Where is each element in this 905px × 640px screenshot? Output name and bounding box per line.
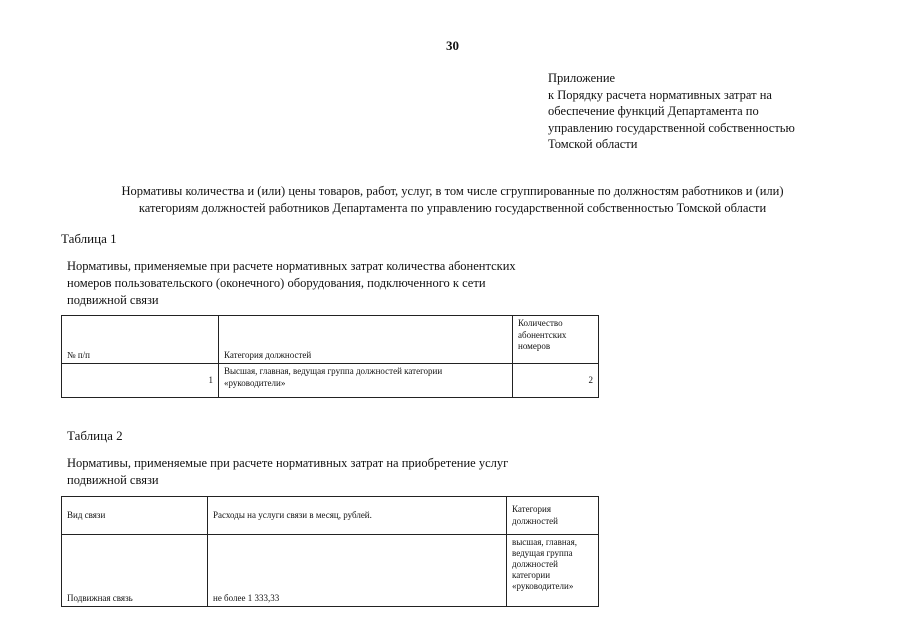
cell-num: 1 <box>62 364 219 398</box>
table1-caption <box>67 258 516 309</box>
document-title-line: категориям должностей работников Департамента по управлению государственной собственностью Томской области <box>138 201 767 215</box>
caption-line: подвижной связи <box>67 293 159 307</box>
table2 <box>61 496 599 607</box>
table-header-row <box>62 497 599 535</box>
caption-line: номеров пользовательского (оконечного) оборудования, подключенного к сети <box>67 276 486 290</box>
appendix-line: Томской области <box>548 137 638 151</box>
appendix-line: обеспечение функций Департамента по <box>548 104 759 118</box>
cell-category <box>219 364 513 398</box>
table-header-row <box>62 316 599 364</box>
header-cell-type: Вид связи <box>62 497 208 535</box>
header-cell-num: № п/п <box>62 316 219 364</box>
cell-type: Подвижная связь <box>62 535 208 607</box>
header-cell-count <box>513 316 599 364</box>
header-line: должностей <box>512 515 558 526</box>
appendix-line: Приложение <box>548 71 616 85</box>
cell-line: Высшая, главная, ведущая группа должностей категории <box>224 366 443 376</box>
cell-line: «руководители» <box>224 377 286 388</box>
table1 <box>61 315 599 398</box>
caption-line: Нормативы, применяемые при расчете нормативных затрат количества абонентских <box>67 259 516 273</box>
page-number: 30 <box>446 38 459 53</box>
table1-label: Таблица 1 <box>61 231 117 246</box>
cell-count: 2 <box>513 364 599 398</box>
header-cell-category <box>507 497 599 535</box>
appendix-line: к Порядку расчета нормативных затрат на <box>548 87 772 102</box>
document-title <box>40 183 865 217</box>
cell-line: высшая, главная, <box>512 537 578 547</box>
caption-line: подвижной связи <box>67 473 159 487</box>
cell-category <box>507 535 599 607</box>
cell-expenses: не более 1 333,33 <box>208 535 507 607</box>
header-line: Количество <box>518 318 563 328</box>
table-row <box>62 364 599 398</box>
cell-line: ведущая группа <box>512 548 573 558</box>
document-title-line: Нормативы количества и (или) цены товаров, работ, услуг, в том числе сгруппированные по должностям работников и (или) <box>121 184 784 198</box>
appendix-line: управлению государственной собственностью <box>548 120 795 135</box>
cell-line: должностей <box>512 559 558 569</box>
appendix-note <box>548 70 795 153</box>
table-row <box>62 535 599 607</box>
header-line: абонентских <box>518 329 567 340</box>
header-cell-category: Категория должностей <box>219 316 513 364</box>
table2-label: Таблица 2 <box>67 428 123 443</box>
header-line: Категория <box>512 504 551 514</box>
header-line: номеров <box>518 341 551 351</box>
cell-line: категории <box>512 570 551 580</box>
cell-line: «руководители» <box>512 581 574 591</box>
caption-line: Нормативы, применяемые при расчете нормативных затрат на приобретение услуг <box>67 456 509 470</box>
table2-caption <box>67 455 508 489</box>
header-cell-expenses: Расходы на услуги связи в месяц, рублей. <box>208 497 507 535</box>
